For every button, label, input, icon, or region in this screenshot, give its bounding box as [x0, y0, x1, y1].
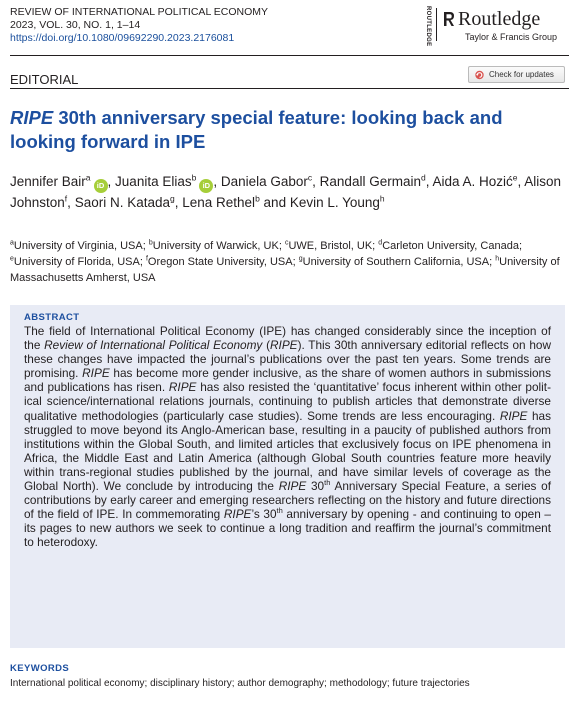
affiliation-text: University of Virginia, USA; — [13, 240, 149, 252]
abstract-segment: has also resisted the ‘quantitative’ focus inherent within other political science/international relations journals, continuing to publish articles that demonstrate diverse qualitative methodologies (particularly case studies). Some trends are less encouraging. — [24, 380, 551, 423]
author-affiliation-mark: f — [64, 193, 68, 204]
author-affiliation-mark: e — [512, 172, 518, 183]
affiliation-mark: g — [298, 255, 303, 263]
author-list — [10, 172, 565, 212]
abstract-segment: RIPE — [278, 479, 307, 494]
affiliation-mark: b — [148, 239, 153, 247]
abstract-segment: RIPE — [223, 507, 252, 522]
author-affiliation-mark: b — [191, 172, 197, 183]
author-name: Juanita Elias — [115, 174, 192, 189]
refresh-bookmark-icon — [474, 70, 485, 80]
routledge-mark-icon — [442, 11, 456, 27]
abstract-heading: ABSTRACT — [24, 312, 80, 323]
author-name: Saori N. Katada — [74, 195, 170, 210]
author-affiliation-mark: c — [307, 172, 313, 183]
affiliation-text: University of Southern California, USA; — [302, 256, 496, 268]
affiliation-mark: e — [10, 255, 14, 263]
abstract-segment: RIPE — [270, 338, 298, 353]
affiliation-text: University of Warwick, UK; — [152, 240, 285, 252]
check-for-updates-button[interactable] — [468, 66, 565, 83]
abstract-box — [10, 305, 565, 648]
abstract-segment: Review of International Political Economy — [44, 338, 263, 353]
affiliation-mark: a — [10, 239, 14, 247]
journal-name: REVIEW OF INTERNATIONAL POLITICAL ECONOMY — [10, 6, 269, 18]
check-for-updates-label: Check for updates — [489, 70, 554, 79]
logo-divider — [436, 8, 437, 41]
author-name: Daniela Gabor — [220, 174, 308, 189]
publisher-subtitle: Taylor & Francis Group — [465, 32, 558, 42]
publisher-vertical-label: ROUTLEDGE — [425, 6, 431, 47]
abstract-segment: 30 — [306, 479, 325, 494]
author-separator: , — [517, 174, 525, 189]
publisher-name: Routledge — [458, 8, 541, 30]
abstract-segment: th — [276, 506, 283, 516]
keywords-text: International political economy; disciplinary history; author demography; methodology; future trajectories — [10, 678, 470, 689]
affiliation-mark: h — [495, 255, 500, 263]
affiliation-mark: c — [284, 239, 289, 247]
author-separator: and — [259, 195, 290, 210]
abstract-segment: has struggled to move beyond its Anglo-American base, resulting in a paucity of published authors from institutions within the Global South, and limited articles that exclusively focus on IPE phenomena in Africa, the Middle East and Latin America (although Global South countries feature more heavily within trans-regional studies published by the journal, and have similar levels of coverage as the Global North). We conclude by introducing the — [24, 408, 551, 494]
author-affiliation-mark: h — [379, 193, 385, 204]
keywords-heading: KEYWORDS — [10, 663, 70, 674]
article-title — [10, 106, 565, 154]
abstract-segment: RIPE — [168, 380, 197, 395]
affiliation-text: Oregon State University, USA; — [147, 256, 299, 268]
header-rule — [10, 55, 569, 56]
abstract-segment: Anniversary Special Feature, a series of contributions by early career and emerging researchers reflecting on the history and future directions of the field of IPE. In commemorating — [24, 479, 551, 522]
author-affiliation-mark: g — [170, 193, 175, 204]
author-separator: , — [67, 195, 75, 210]
author-affiliation-mark: b — [255, 193, 260, 204]
abstract-segment: anniversary by opening - and continuing to open – its pages to new authors we seek to continue a long tradition and reaffirm the journal’s commitment to heterodoxy. — [24, 507, 551, 550]
doi-link[interactable]: https://doi.org/10.1080/09692290.2023.2176081 — [10, 32, 235, 44]
author-name: Kevin L. Young — [289, 195, 380, 210]
author-separator: , — [213, 174, 221, 189]
abstract-segment: ’s 30 — [251, 507, 277, 522]
journal-citation: 2023, VOL. 30, NO. 1, 1–14 — [10, 19, 141, 31]
abstract-segment: RIPE — [82, 366, 110, 381]
title-rest: 30th anniversary special feature: looking back and looking forward in IPE — [10, 107, 503, 152]
author-name: Lena Rethel — [182, 195, 256, 210]
author-separator: , — [107, 174, 116, 189]
abstract-segment: RIPE — [499, 408, 528, 423]
orcid-icon[interactable]: iD — [94, 179, 108, 193]
author-name: Randall Germain — [319, 174, 421, 189]
section-rule — [10, 88, 569, 89]
abstract-text — [24, 324, 551, 550]
author-name: Jennifer Bair — [10, 174, 86, 189]
author-separator: , — [174, 195, 183, 210]
author-separator: , — [312, 174, 320, 189]
affiliation-mark: f — [145, 255, 148, 263]
abstract-segment: The field of International Political Economy (IPE) has changed considerably since the inception of the — [24, 324, 551, 353]
section-label: EDITORIAL — [10, 72, 79, 87]
title-journal-abbrev: RIPE — [10, 107, 54, 128]
author-name: Alison Johnston — [10, 174, 562, 210]
author-separator: , — [425, 174, 433, 189]
affiliation-text: University of Florida, USA; — [13, 256, 146, 268]
affiliation-mark: d — [378, 239, 383, 247]
orcid-icon[interactable]: iD — [199, 179, 213, 193]
affiliation-text: UWE, Bristol, UK; — [288, 240, 379, 252]
author-name: Aida A. Hozić — [432, 174, 513, 189]
abstract-segment: has become more gender inclusive, as the share of women authors in submissions and publications has risen. — [24, 366, 551, 395]
affiliation-list — [10, 238, 565, 286]
publisher-logo — [418, 5, 576, 45]
author-affiliation-mark: a — [85, 172, 91, 183]
author-affiliation-mark: d — [420, 172, 426, 183]
journal-info — [10, 6, 268, 45]
affiliation-text: Carleton University, Canada; — [382, 240, 523, 252]
abstract-segment: th — [324, 478, 331, 488]
abstract-segment: ( — [262, 338, 271, 353]
affiliation-text: University of Massachusetts Amherst, USA — [10, 256, 560, 284]
abstract-segment: ). This 30th anniversary editorial reflects on how these changes have impacted the journal’s publications over the past ten years. Some trends are promising. — [24, 338, 551, 381]
